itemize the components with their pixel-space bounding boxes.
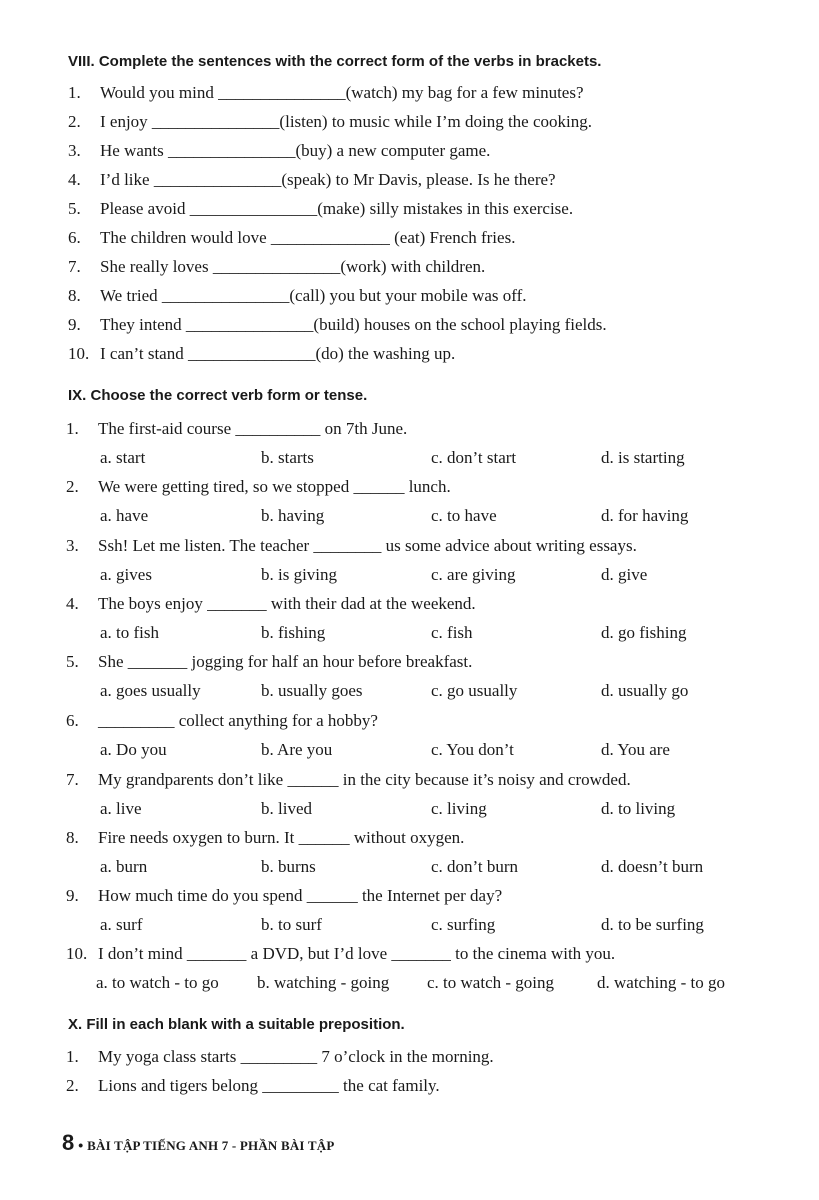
question-text: My grandparents don’t like ______ in the city because it’s noisy and crowded. bbox=[98, 770, 631, 789]
question-number: 2. bbox=[66, 477, 79, 496]
question-number: 10. bbox=[68, 344, 90, 363]
answer-option: b. lived bbox=[261, 799, 312, 818]
question-number: 6. bbox=[66, 711, 79, 730]
answer-option: b. starts bbox=[261, 448, 314, 467]
answer-option: b. Are you bbox=[261, 740, 333, 759]
answer-option: a. gives bbox=[100, 565, 152, 584]
answer-option: b. is giving bbox=[261, 565, 338, 584]
answer-option: b. burns bbox=[261, 857, 316, 876]
question-number: 9. bbox=[66, 886, 79, 905]
question-text: My yoga class starts _________ 7 o’clock in the morning. bbox=[98, 1047, 494, 1066]
question-text: The first-aid course __________ on 7th June. bbox=[98, 419, 408, 438]
answer-option: a. start bbox=[100, 448, 146, 467]
question-text: She really loves _______________(work) with children. bbox=[100, 257, 486, 276]
question-number: 2. bbox=[66, 1076, 79, 1095]
question-number: 9. bbox=[68, 315, 81, 334]
answer-option: b. to surf bbox=[261, 915, 322, 934]
question-number: 5. bbox=[68, 199, 81, 218]
question-text: Would you mind _______________(watch) my bag for a few minutes? bbox=[100, 83, 584, 102]
answer-option: a. goes usually bbox=[100, 681, 201, 700]
question-number: 8. bbox=[68, 286, 81, 305]
question-number: 3. bbox=[68, 141, 81, 160]
answer-option: b. usually goes bbox=[261, 681, 363, 700]
question-text: She _______ jogging for half an hour before breakfast. bbox=[98, 652, 473, 671]
question-number: 2. bbox=[68, 112, 81, 131]
answer-option: a. surf bbox=[100, 915, 143, 934]
answer-option: a. to fish bbox=[100, 623, 160, 642]
answer-option: d. to living bbox=[601, 799, 676, 818]
question-text: Fire needs oxygen to burn. It ______ without oxygen. bbox=[98, 828, 465, 847]
question-text: I can’t stand _______________(do) the washing up. bbox=[100, 344, 456, 363]
section-9-title: IX. Choose the correct verb form or tense. bbox=[68, 387, 368, 404]
question-text: I’d like _______________(speak) to Mr Davis, please. Is he there? bbox=[100, 170, 556, 189]
question-text: How much time do you spend ______ the Internet per day? bbox=[98, 886, 503, 905]
question-text: Ssh! Let me listen. The teacher ________ us some advice about writing essays. bbox=[98, 536, 637, 555]
question-text: Please avoid _______________(make) silly mistakes in this exercise. bbox=[100, 199, 574, 218]
answer-option: a. burn bbox=[100, 857, 148, 876]
section-10-title: X. Fill in each blank with a suitable preposition. bbox=[68, 1016, 405, 1033]
question-text: They intend _______________(build) houses on the school playing fields. bbox=[100, 315, 607, 334]
answer-option: c. fish bbox=[431, 623, 473, 642]
question-number: 1. bbox=[68, 83, 81, 102]
question-number: 8. bbox=[66, 828, 79, 847]
question-number: 3. bbox=[66, 536, 79, 555]
answer-option: a. Do you bbox=[100, 740, 167, 759]
question-text: I enjoy _______________(listen) to music while I’m doing the cooking. bbox=[100, 112, 592, 131]
answer-option: c. living bbox=[431, 799, 487, 818]
answer-option: d. You are bbox=[601, 740, 670, 759]
question-text: I don’t mind _______ a DVD, but I’d love _______ to the cinema with you. bbox=[98, 944, 616, 963]
question-text: We were getting tired, so we stopped ______ lunch. bbox=[98, 477, 451, 496]
footer-bullet: • bbox=[78, 1137, 84, 1153]
answer-option: c. to watch - going bbox=[427, 973, 554, 992]
book-title: BÀI TẬP TIẾNG ANH 7 - PHẦN BÀI TẬP bbox=[87, 1138, 335, 1153]
answer-option: d. give bbox=[601, 565, 648, 584]
answer-option: c. don’t burn bbox=[431, 857, 519, 876]
answer-option: a. to watch - to go bbox=[96, 973, 219, 992]
question-number: 4. bbox=[66, 594, 79, 613]
answer-option: c. to have bbox=[431, 506, 497, 525]
answer-option: d. to be surfing bbox=[601, 915, 704, 934]
answer-option: d. doesn’t burn bbox=[601, 857, 704, 876]
question-text: We tried _______________(call) you but your mobile was off. bbox=[100, 286, 527, 305]
page-number: 8 bbox=[62, 1130, 75, 1155]
question-number: 6. bbox=[68, 228, 81, 247]
question-number: 7. bbox=[68, 257, 81, 276]
answer-option: c. are giving bbox=[431, 565, 516, 584]
question-number: 5. bbox=[66, 652, 79, 671]
question-number: 10. bbox=[66, 944, 88, 963]
question-number: 4. bbox=[68, 170, 81, 189]
answer-option: a. have bbox=[100, 506, 149, 525]
question-text: The children would love ______________ (eat) French fries. bbox=[100, 228, 516, 247]
answer-option: b. having bbox=[261, 506, 325, 525]
question-number: 1. bbox=[66, 1047, 79, 1066]
answer-option: d. is starting bbox=[601, 448, 685, 467]
question-text: _________ collect anything for a hobby? bbox=[98, 711, 378, 730]
question-number: 7. bbox=[66, 770, 79, 789]
answer-option: d. usually go bbox=[601, 681, 689, 700]
answer-option: d. for having bbox=[601, 506, 689, 525]
answer-option: c. don’t start bbox=[431, 448, 517, 467]
question-number: 1. bbox=[66, 419, 79, 438]
question-text: The boys enjoy _______ with their dad at the weekend. bbox=[98, 594, 476, 613]
answer-option: d. go fishing bbox=[601, 623, 687, 642]
answer-option: b. watching - going bbox=[257, 973, 390, 992]
answer-option: c. You don’t bbox=[431, 740, 514, 759]
question-text: Lions and tigers belong _________ the cat family. bbox=[98, 1076, 440, 1095]
answer-option: b. fishing bbox=[261, 623, 326, 642]
answer-option: c. surfing bbox=[431, 915, 496, 934]
answer-option: a. live bbox=[100, 799, 142, 818]
answer-option: c. go usually bbox=[431, 681, 518, 700]
answer-option: d. watching - to go bbox=[597, 973, 725, 992]
question-text: He wants _______________(buy) a new computer game. bbox=[100, 141, 491, 160]
section-8-title: VIII. Complete the sentences with the correct form of the verbs in brackets. bbox=[68, 53, 602, 70]
page-footer bbox=[62, 1130, 335, 1156]
